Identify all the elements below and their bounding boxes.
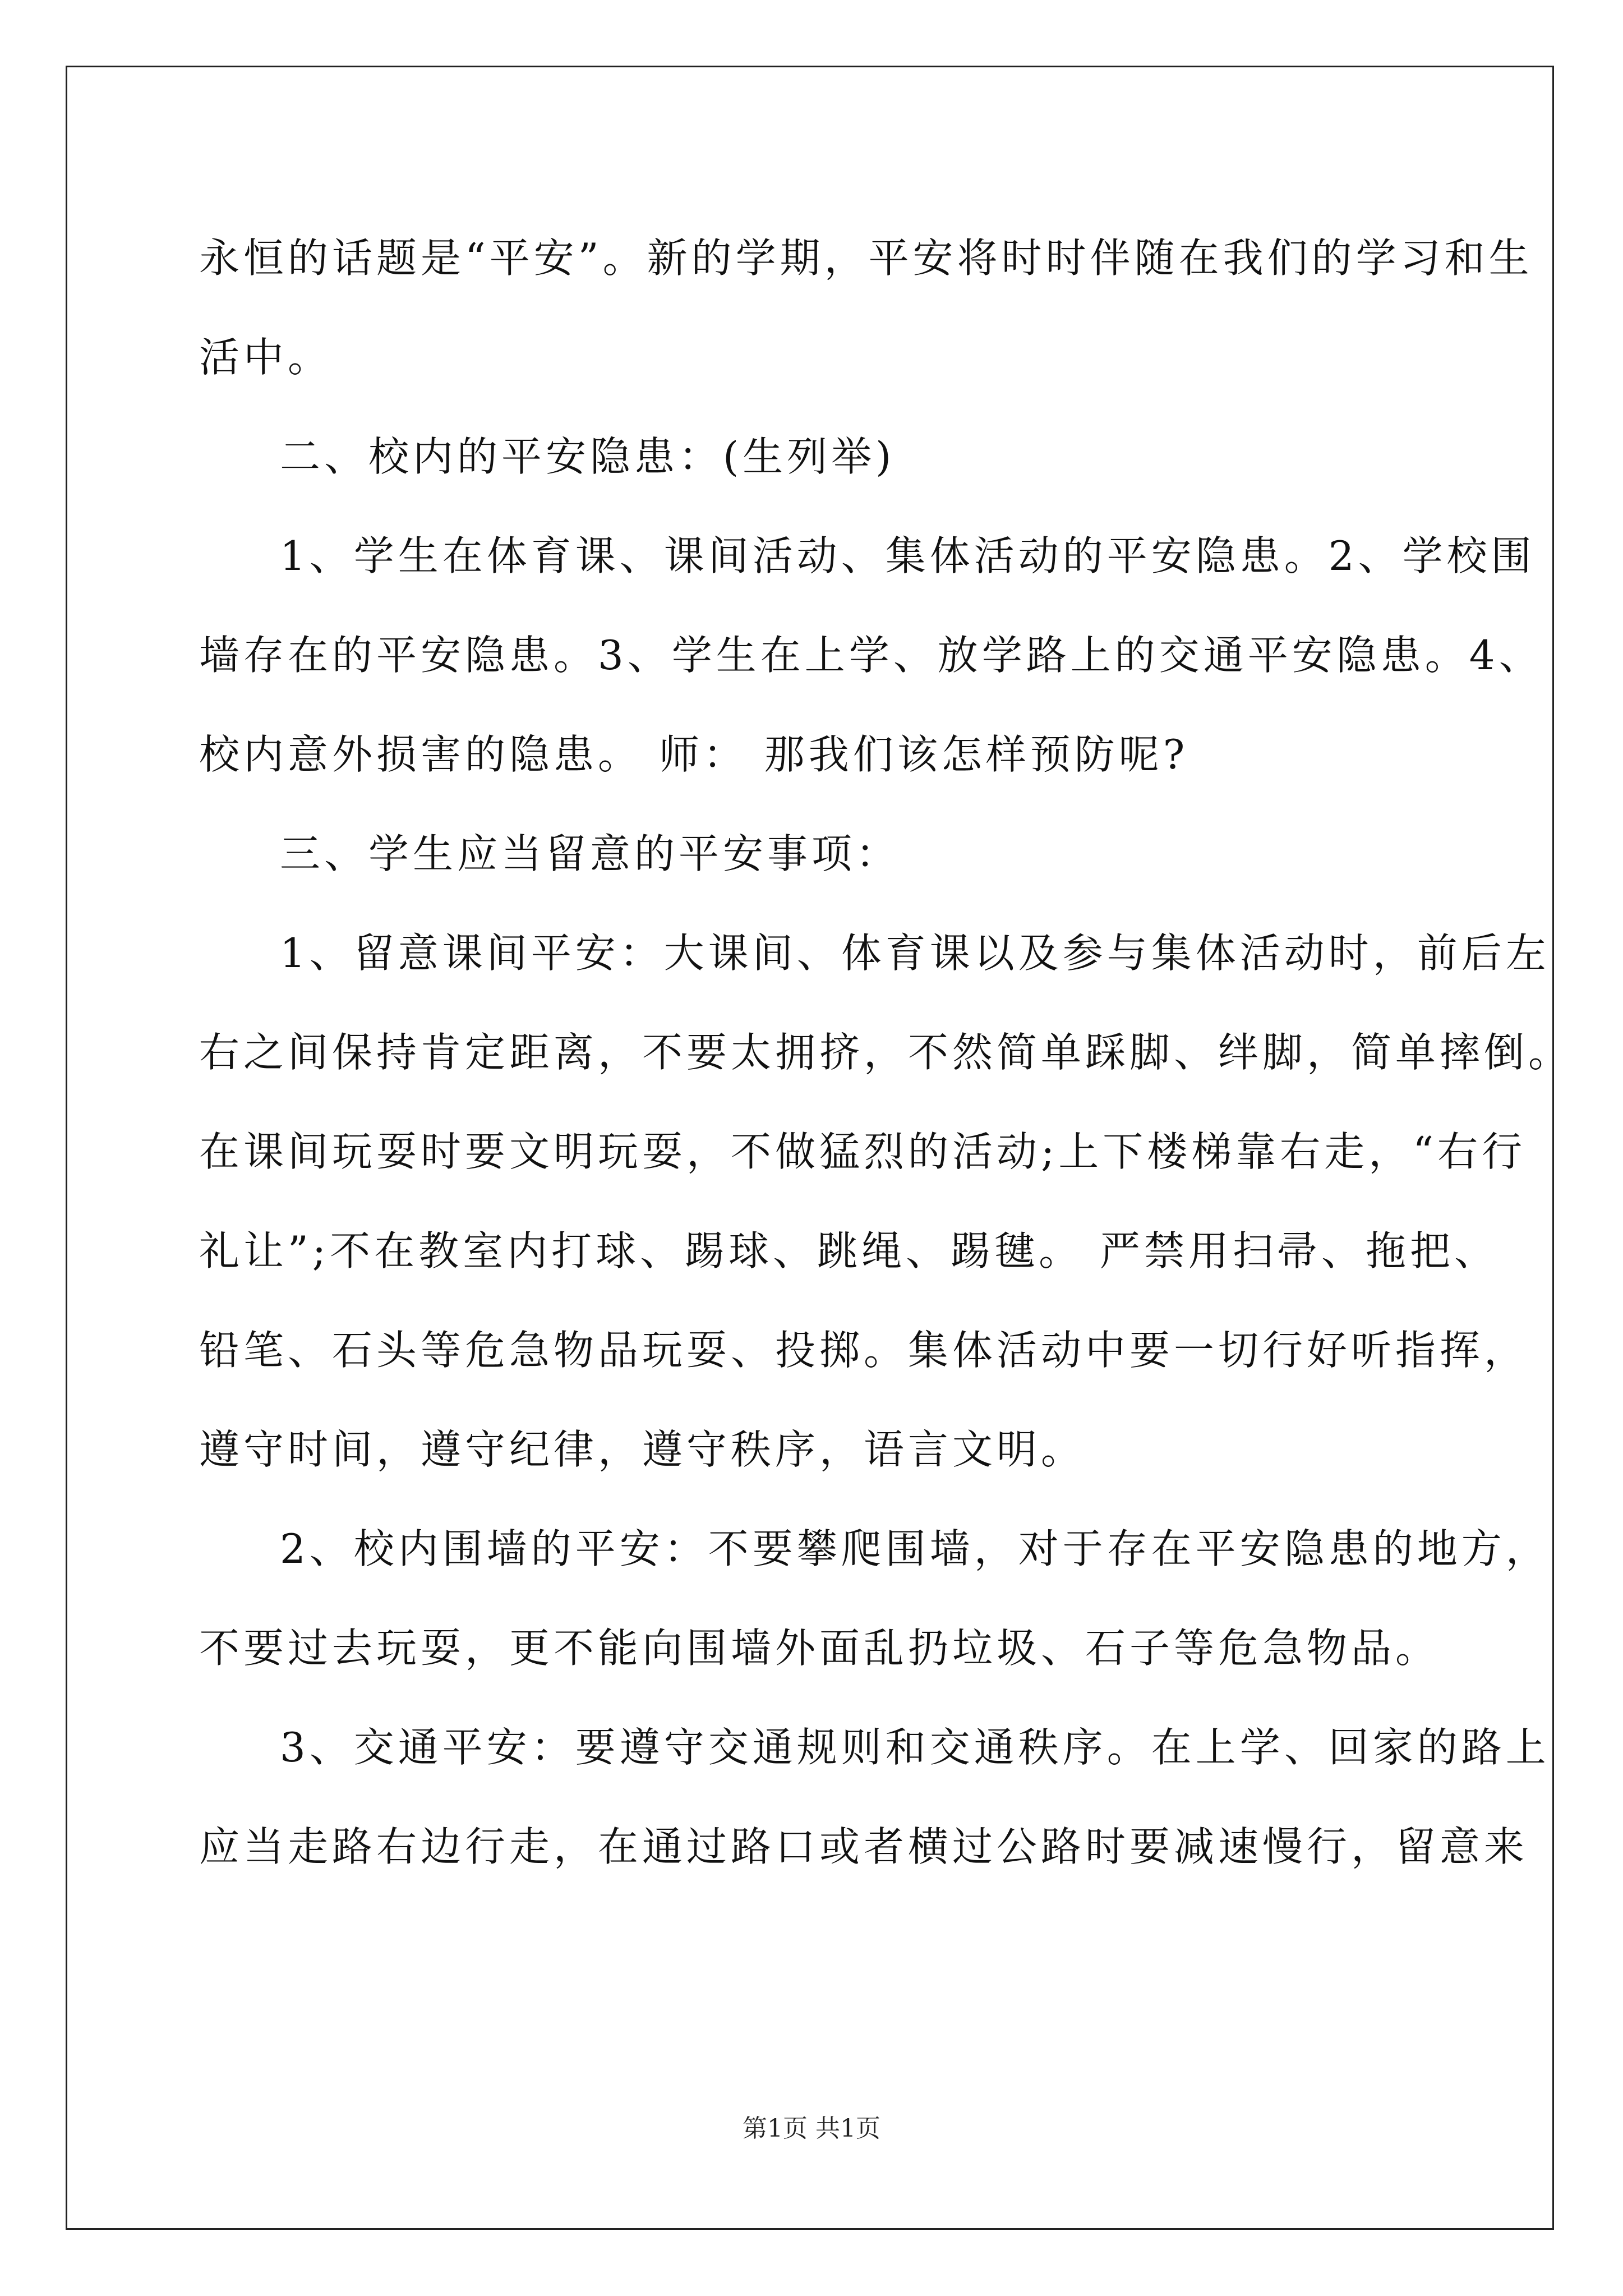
text-line: 在课间玩耍时要文明玩耍，不做猛烈的活动;上下楼梯靠右走，“右行 [199,1128,1527,1175]
text-line: 墙存在的平安隐患。3、学生在上学、放学路上的交通平安隐患。4、 [199,632,1543,679]
text-line: 遵守时间，遵守纪律，遵守秩序，语言文明。 [199,1426,1086,1473]
text-line: 1、留意课间平安：大课间、体育课以及参与集体活动时，前后左 [280,930,1550,977]
text-line: 1、学生在体育课、课间活动、集体活动的平安隐患。2、学校围 [280,532,1536,579]
page-number-footer: 第1页 共1页 [743,2114,880,2143]
text-line: 右之间保持肯定距离，不要太拥挤，不然简单踩脚、绊脚，简单摔倒。 [199,1029,1573,1076]
text-line: 3、交通平安：要遵守交通规则和交通秩序。在上学、回家的路上 [280,1724,1550,1771]
document-body [199,209,1573,1897]
text-line: 礼让”;不在教室内打球、踢球、跳绳、踢毽。 严禁用扫帚、拖把、 [199,1227,1498,1274]
text-line: 应当走路右边行走，在通过路口或者横过公路时要减速慢行，留意来 [199,1823,1529,1870]
text-line: 不要过去玩耍，更不能向围墙外面乱扔垃圾、石子等危急物品。 [199,1625,1440,1672]
section-heading: 三、学生应当留意的平安事项： [280,830,901,877]
text-line: 永恒的话题是“平安”。新的学期，平安将时时伴随在我们的学习和生 [199,234,1533,282]
text-line: 活中。 [199,334,333,381]
section-heading: 二、校内的平安隐患：(生列举) [280,433,896,480]
text-line: 铅笔、石头等危急物品玩耍、投掷。集体活动中要一切行好听指挥， [199,1327,1529,1374]
text-line: 2、校内围墙的平安：不要攀爬围墙，对于存在平安隐患的地方， [280,1525,1550,1572]
text-line: 校内意外损害的隐患。 师： 那我们该怎样预防呢? [199,731,1189,778]
